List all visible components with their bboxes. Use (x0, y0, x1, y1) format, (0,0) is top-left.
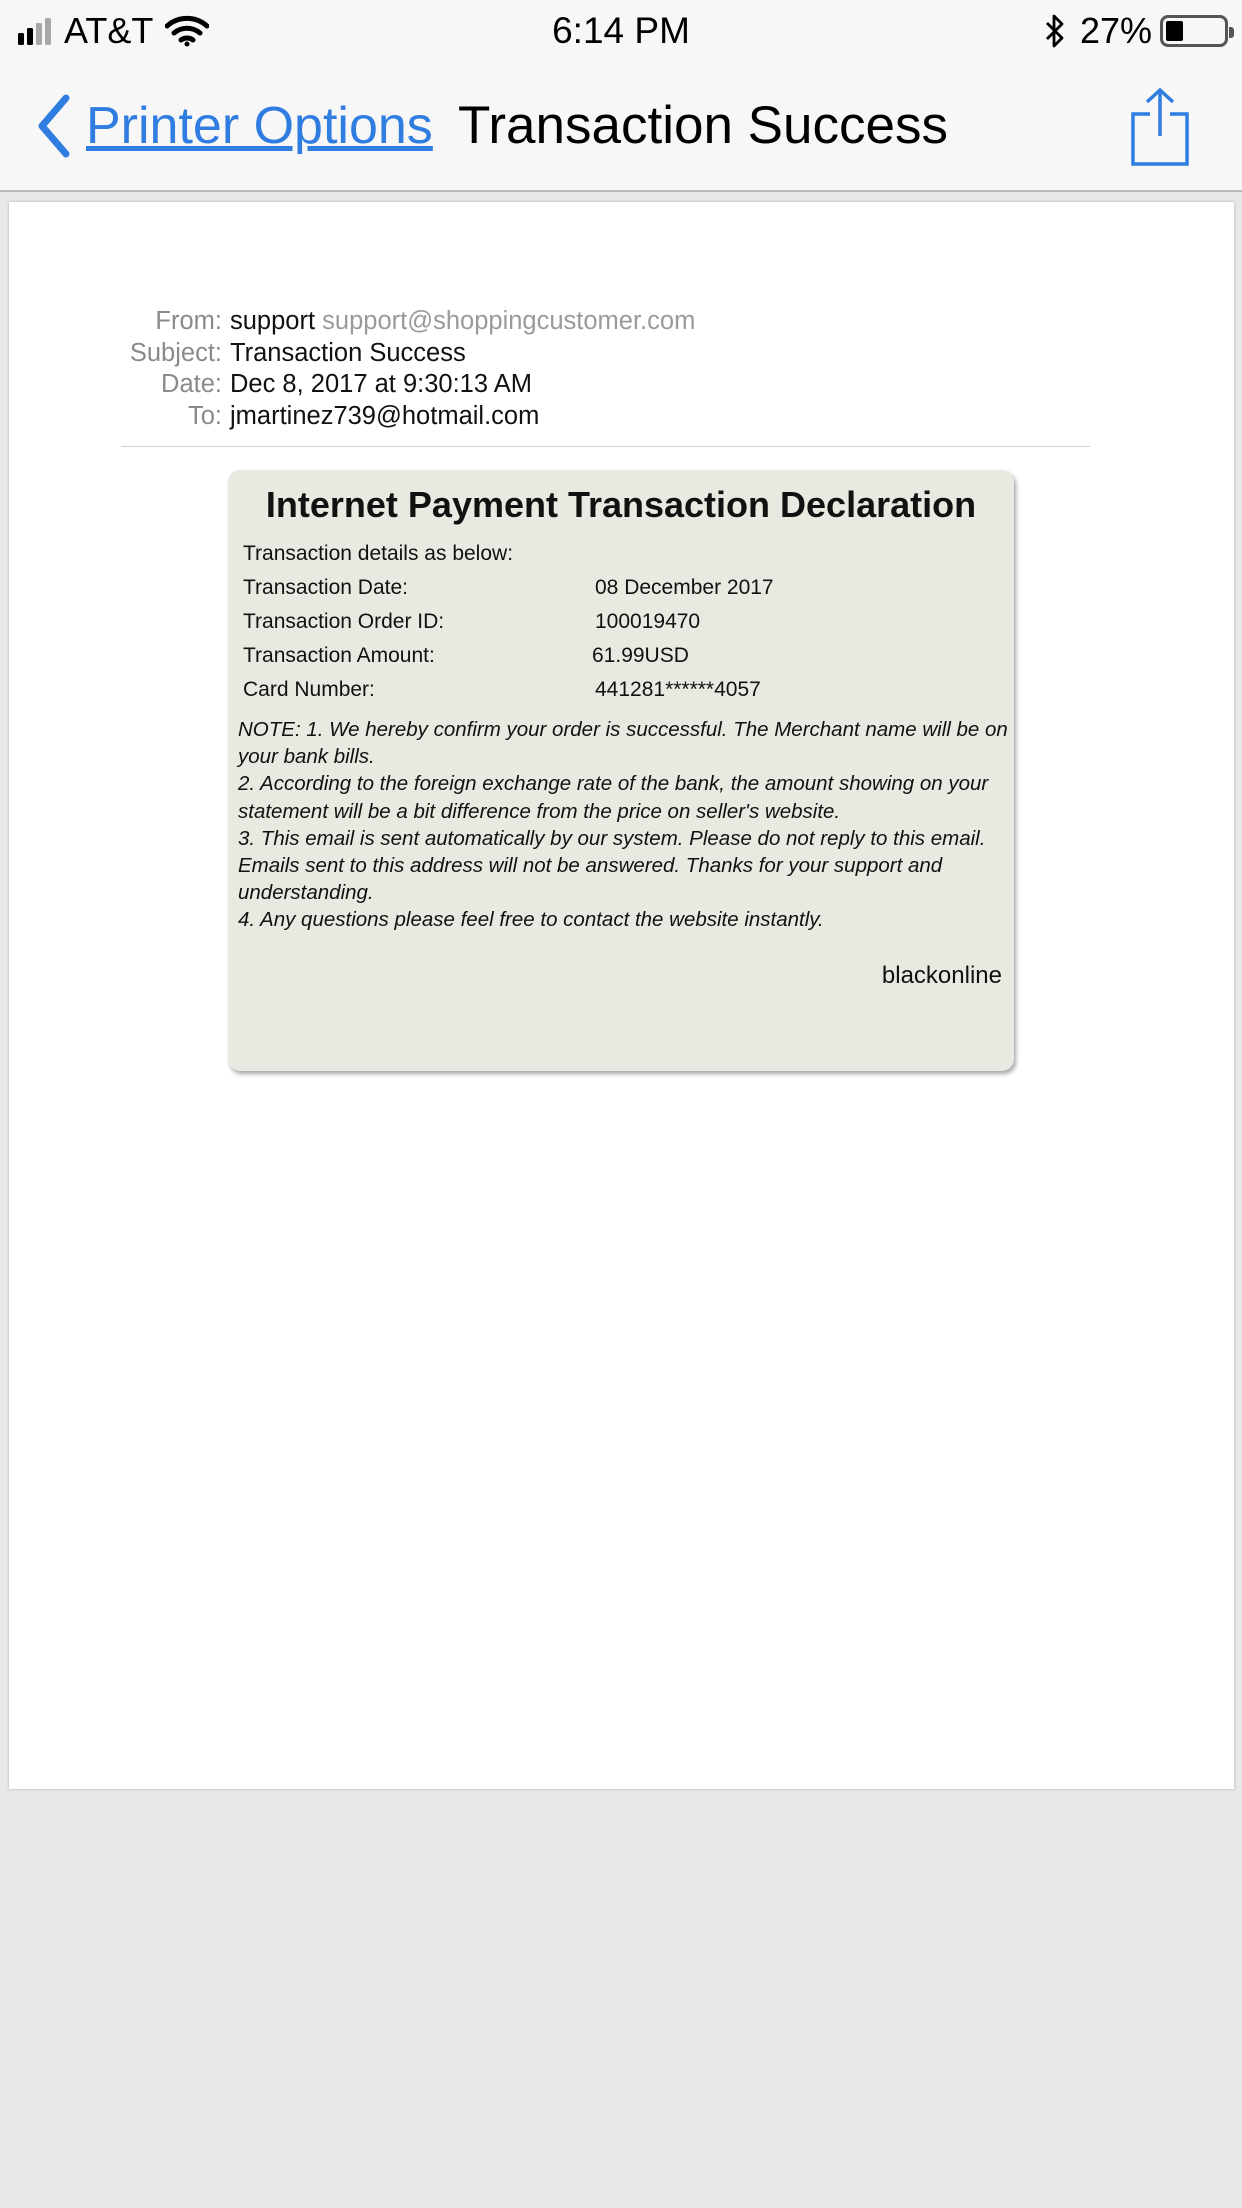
share-icon (1130, 86, 1190, 166)
detail-value: 08 December 2017 (595, 576, 774, 599)
detail-value: 100019470 (595, 610, 701, 633)
merchant-signature: blackonline (881, 962, 1002, 989)
header-divider (121, 446, 1090, 447)
to-label: To: (187, 401, 222, 430)
status-time: 6:14 PM (552, 10, 690, 51)
detail-value: 61.99USD (592, 644, 689, 667)
page-title: Transaction Success (458, 96, 948, 155)
card-notes (238, 716, 1008, 934)
detail-row (243, 610, 1003, 644)
email-headers (9, 306, 1234, 432)
detail-label: Card Number: (243, 678, 375, 701)
battery-cap (1229, 27, 1234, 38)
note-item: 2. According to the foreign exchange rate of the bank, the amount showing on your statement will be a bit difference from the price on seller's website. (238, 772, 989, 823)
status-right (1044, 8, 1228, 54)
detail-row (243, 576, 1003, 610)
note-item: 4. Any questions please feel free to contact the website instantly. (238, 908, 824, 932)
date-label: Date: (161, 370, 222, 398)
from-label: From: (155, 307, 222, 335)
detail-label: Transaction Order ID: (243, 610, 445, 633)
print-preview-page (9, 202, 1234, 1789)
to-value: jmartinez739@hotmail.com (230, 401, 540, 430)
subject-label: Subject: (129, 338, 222, 367)
status-bar (0, 0, 1242, 62)
card-title: Internet Payment Transaction Declaration (265, 484, 977, 525)
battery-percent: 27% (1079, 10, 1152, 51)
header-subject (9, 338, 1234, 370)
chevron-left-icon (36, 94, 72, 158)
detail-row (243, 644, 1003, 678)
back-button-label[interactable]: Printer Options (86, 97, 433, 155)
bluetooth-icon (1044, 13, 1066, 49)
detail-label: Transaction Date: (243, 576, 408, 599)
header-date (9, 369, 1234, 401)
note-item: NOTE: 1. We hereby confirm your order is successful. The Merchant name will be on your bank bills. (238, 718, 1008, 769)
carrier-name: AT&T (64, 10, 154, 51)
note-item: 3. This email is sent automatically by our system. Please do not reply to this email. Emails sent to this address will not be answered. Thanks for your support and understanding. (238, 826, 986, 905)
share-button[interactable] (1130, 86, 1190, 166)
sender-email: support@shoppingcustomer.com (322, 307, 696, 335)
date-value: Dec 8, 2017 at 9:30:13 AM (230, 370, 532, 398)
battery-fill (1166, 21, 1183, 41)
sender-name: support (230, 307, 316, 335)
detail-value: 441281******4057 (595, 678, 761, 701)
detail-row (243, 678, 1003, 712)
detail-label: Transaction Amount: (243, 644, 435, 667)
from-value (230, 306, 695, 338)
back-button[interactable] (36, 92, 433, 160)
battery-icon (1160, 15, 1228, 47)
header-from (9, 306, 1234, 338)
subject-value: Transaction Success (230, 338, 466, 367)
nav-bar (0, 62, 1242, 192)
header-to (9, 401, 1234, 433)
transaction-card (228, 470, 1014, 1071)
card-intro: Transaction details as below: (243, 542, 514, 565)
